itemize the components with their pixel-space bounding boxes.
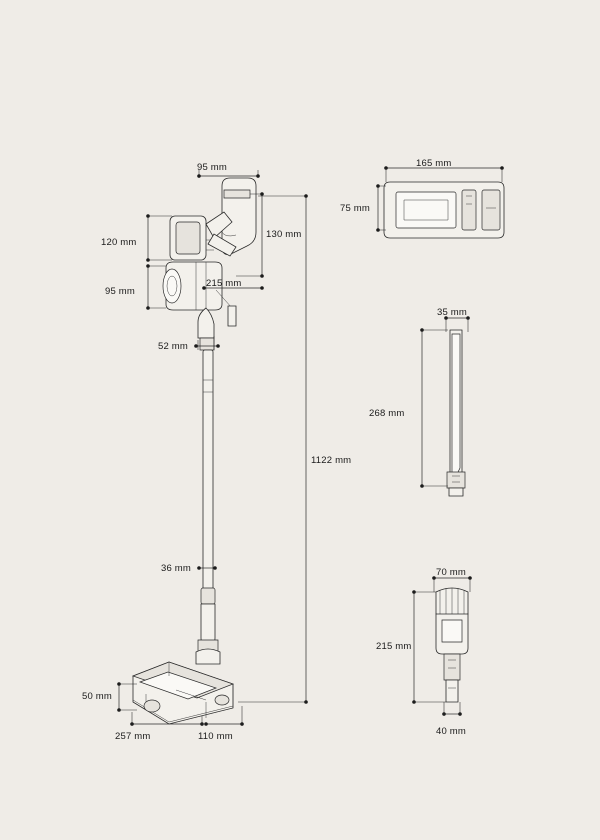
dimension-label-width-wand-joint: 52 mm — [158, 341, 189, 352]
dimension-label-floorhead-height: 50 mm — [82, 691, 113, 702]
charging-dock-geometry — [384, 182, 504, 238]
dimension-label-height-motor-body: 120 mm — [101, 237, 137, 248]
crevice-tool-geometry — [447, 330, 465, 496]
dimension-label-brush-width: 70 mm — [436, 567, 467, 578]
dimension-label-height-handle-module: 130 mm — [266, 229, 302, 240]
dimension-label-floorhead-depth: 110 mm — [198, 731, 233, 742]
dimension-label-brush-height: 215 mm — [376, 641, 412, 652]
dimension-label-floorhead-width: 257 mm — [115, 731, 151, 742]
dimension-label-brush-neck-width: 40 mm — [436, 726, 467, 737]
dimension-label-overall-height: 1122 mm — [311, 455, 352, 466]
dimension-label-length-body: 215 mm — [206, 278, 242, 289]
dimension-label-wand-diameter: 36 mm — [161, 563, 192, 574]
dimension-label-crevice-width: 35 mm — [437, 307, 468, 318]
dimension-label-width-top-handle: 95 mm — [197, 162, 228, 173]
dimension-label-dock-width: 165 mm — [416, 158, 452, 169]
dimension-label-height-dust-bin: 95 mm — [105, 286, 136, 297]
dimension-label-dock-height: 75 mm — [340, 203, 371, 214]
mini-brush-geometry — [436, 588, 468, 702]
dimension-label-crevice-length: 268 mm — [369, 408, 405, 419]
